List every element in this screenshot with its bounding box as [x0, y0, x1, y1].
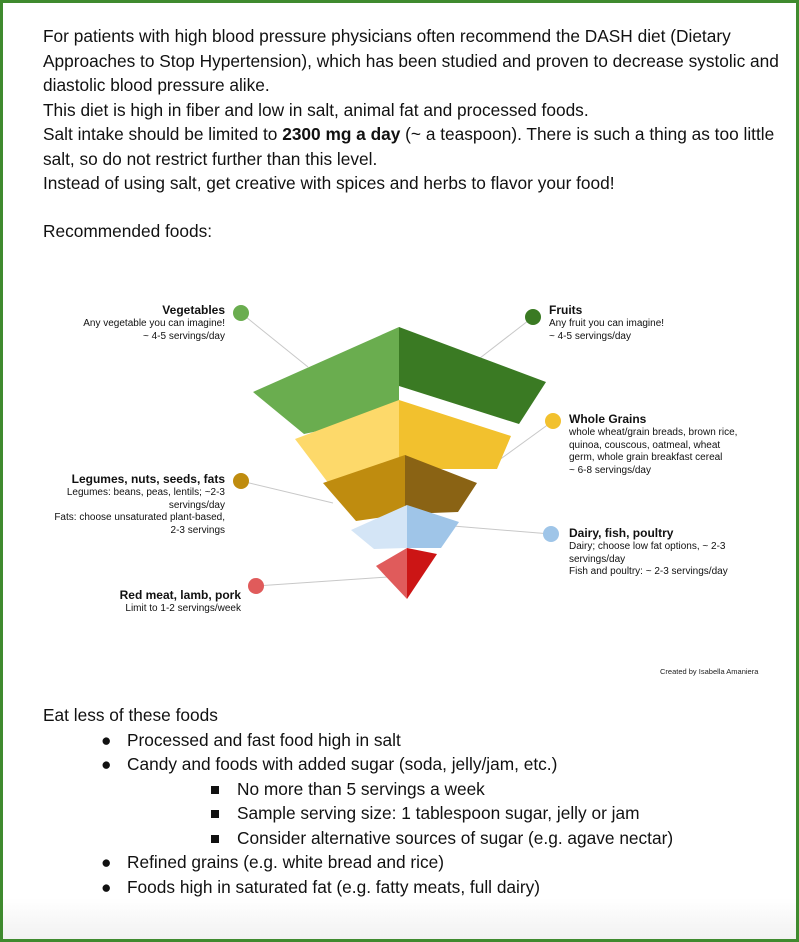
- legumes-label: [43, 472, 225, 537]
- bullet-icon: ●: [101, 754, 112, 774]
- bullet-icon: ●: [101, 876, 112, 897]
- sublist-item: No more than 5 servings a week: [237, 777, 673, 802]
- grains-dot: [545, 413, 561, 429]
- square-bullet-icon: [211, 810, 219, 818]
- image-credit: Created by Isabella Amaniera: [660, 667, 759, 676]
- redmeat-tier-right: [407, 548, 437, 599]
- grains-desc-2: quinoa, couscous, oatmeal, wheat: [569, 439, 721, 451]
- dairy-label: [569, 526, 769, 579]
- dairy-title: Dairy, fish, poultry: [569, 526, 674, 540]
- sublist-item: Sample serving size: 1 tablespoon sugar, jelly or jam: [237, 801, 673, 826]
- bullet-icon: ●: [101, 852, 112, 872]
- eat-less-heading: Eat less of these foods: [43, 705, 218, 725]
- dairy-desc-3: Fish and poultry: ~ 2-3 servings/day: [569, 566, 728, 577]
- legumes-desc-3: Fats: choose unsaturated plant-based,: [54, 512, 225, 523]
- redmeat-label: [63, 588, 241, 616]
- eat-less-list: [43, 728, 673, 900]
- legumes-desc-1: Legumes: beans, peas, lentils; ~2-3: [66, 487, 225, 498]
- dairy-desc-2: servings/day: [569, 553, 626, 565]
- bottom-fade: [3, 898, 796, 939]
- vegetables-title: Vegetables: [162, 303, 225, 317]
- intro-paragraph-2: This diet is high in fiber and low in salt, animal fat and processed foods.: [43, 99, 589, 120]
- list-item: ● Candy and foods with added sugar (soda, jelly/jam, etc.) No more than 5 servings a week Sample serving size: 1 tablespoon sugar, jelly or jam Consider alternative sources of sugar (e.g. agave nectar): [127, 752, 673, 850]
- grains-servings: ~ 6-8 servings/day: [569, 464, 651, 476]
- sugar-sublist: [127, 777, 673, 851]
- recommended-heading: Recommended foods:: [43, 221, 213, 241]
- intro-paragraph-1: For patients with high blood pressure physicians often recommend the DASH diet (Dietary Approaches to Stop Hypertension), which has been studied and proven to decrease systolic and diastolic blood pressure alike.: [43, 26, 779, 95]
- list-item: ● Refined grains (e.g. white bread and rice): [127, 850, 673, 875]
- redmeat-desc: Limit to 1-2 servings/week: [125, 603, 241, 614]
- intro-paragraph-4: Instead of using salt, get creative with spices and herbs to flavor your food!: [43, 173, 615, 193]
- bullet-icon: ●: [101, 729, 112, 750]
- grains-desc-3: germ, whole grain breakfast cereal: [569, 452, 723, 463]
- dairy-desc-1: Dairy; choose low fat options, ~ 2-3: [569, 541, 726, 552]
- fruits-servings: ~ 4-5 servings/day: [549, 330, 631, 342]
- grains-title: Whole Grains: [569, 412, 647, 426]
- salt-text-after: (~ a teaspoon). There is such a thing as too little salt, so do not restrict further than this level.: [43, 124, 775, 169]
- dairy-connector: [453, 526, 551, 534]
- redmeat-connector: [256, 577, 388, 586]
- square-bullet-icon: [211, 835, 219, 843]
- grains-desc-1: whole wheat/grain breads, brown rice,: [569, 427, 738, 438]
- vegetables-desc: Any vegetable you can imagine!: [83, 318, 225, 329]
- legumes-desc-4: 2-3 servings: [170, 524, 225, 536]
- legumes-dot: [233, 473, 249, 489]
- vegetables-label: [63, 303, 225, 343]
- fruits-desc: Any fruit you can imagine!: [549, 318, 665, 329]
- vegetables-dot: [233, 305, 249, 321]
- salt-limit-bold: 2300 mg a day: [282, 124, 401, 144]
- fruits-dot: [525, 309, 541, 325]
- legumes-connector: [241, 481, 333, 503]
- grains-label: [569, 412, 769, 477]
- legumes-desc-2: servings/day: [168, 499, 225, 511]
- fruits-label: [549, 303, 729, 343]
- fruits-connector: [480, 317, 533, 358]
- vegetables-connector: [241, 313, 308, 367]
- fruits-title: Fruits: [549, 303, 583, 317]
- list-item: ● Processed and fast food high in salt: [127, 728, 673, 753]
- square-bullet-icon: [211, 786, 219, 794]
- eat-less-section: [43, 703, 673, 899]
- sublist-item: Consider alternative sources of sugar (e.g. agave nectar): [237, 826, 673, 851]
- redmeat-dot: [248, 578, 264, 594]
- legumes-title: Legumes, nuts, seeds, fats: [71, 472, 225, 486]
- redmeat-tier-left: [376, 548, 407, 599]
- vegetables-servings: ~ 4-5 servings/day: [143, 330, 225, 342]
- salt-text-before: Salt intake should be limited to: [43, 124, 283, 144]
- redmeat-title: Red meat, lamb, pork: [119, 588, 241, 602]
- list-item: ● Foods high in saturated fat (e.g. fatty meats, full dairy): [127, 875, 673, 900]
- dairy-dot: [543, 526, 559, 542]
